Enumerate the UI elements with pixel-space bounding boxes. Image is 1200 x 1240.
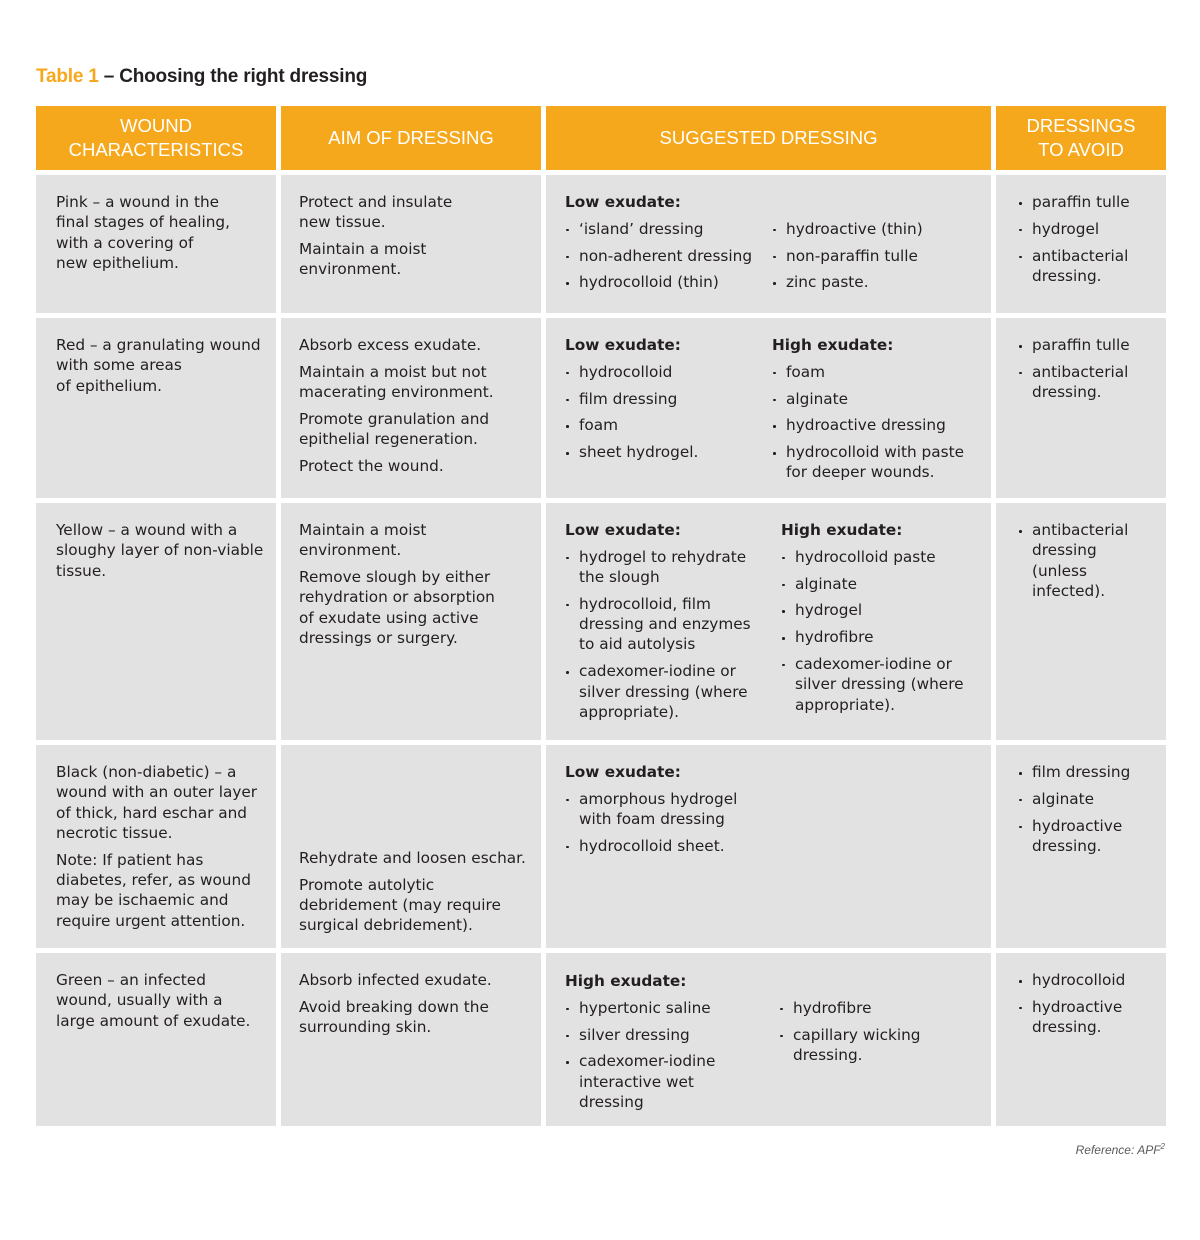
avoid-list (1018, 970, 1158, 1037)
wound-description: Black (non-diabetic) – a wound with an outer layer of thick, hard eschar and necrotic tissue. (56, 763, 258, 842)
reference-note (1076, 1142, 1165, 1157)
list-item: film dressing (1018, 762, 1158, 782)
wound-pink-cell (36, 175, 276, 313)
list-item: sheet hydrogel. (565, 442, 772, 462)
suggested-black-cell (546, 745, 991, 948)
list-item: hydroactive dressing (772, 415, 981, 435)
exudate-heading: Low exudate: (565, 193, 681, 211)
wound-yellow-cell (36, 503, 276, 740)
list-item: hydrogel (781, 600, 981, 620)
list-item: amorphous hydrogel with foam dressing (565, 789, 981, 830)
avoid-green-cell (996, 953, 1166, 1126)
aim-text: Maintain a moist environment. (299, 240, 427, 279)
avoid-list (1018, 762, 1158, 856)
aim-text: Avoid breaking down the surrounding skin. (299, 997, 489, 1037)
suggested-yellow-cell (546, 503, 991, 740)
list-item: alginate (1018, 789, 1158, 809)
list-item: hypertonic saline (565, 998, 779, 1018)
avoid-red-cell (996, 318, 1166, 498)
list-item: hydrocolloid paste (781, 547, 981, 567)
aim-black-cell (281, 745, 541, 948)
wound-red-cell (36, 318, 276, 498)
exudate-heading: High exudate: (781, 521, 903, 539)
wound-description: Red – a granulating wound with some areas of epithelium. (56, 336, 261, 395)
suggested-pink-cell (546, 175, 991, 313)
list-item: zinc paste. (772, 272, 981, 292)
wound-note: Note: If patient has diabetes, refer, as wound may be ischaemic and require urgent attention. (56, 850, 251, 930)
aim-pink-cell (281, 175, 541, 313)
list-item: hydrofibre (779, 998, 981, 1018)
header-aim-of-dressing: AIM OF DRESSING (281, 106, 541, 170)
list-item: hydrocolloid with paste for deeper wounds. (772, 442, 981, 483)
suggested-green-cell (546, 953, 991, 1126)
suggested-list-right (772, 219, 981, 299)
list-item: hydroactive dressing. (1018, 816, 1158, 857)
suggested-list-right (772, 362, 981, 483)
list-item: antibacterial dressing. (1018, 246, 1158, 287)
exudate-heading: Low exudate: (565, 336, 681, 354)
aim-text: Absorb excess exudate. (299, 336, 482, 354)
aim-text: Maintain a moist but not macerating environment. (299, 362, 494, 402)
suggested-list-left (565, 789, 981, 856)
suggested-list-left (565, 219, 772, 299)
suggested-list-right (779, 998, 981, 1119)
wound-green-cell (36, 953, 276, 1126)
list-item: capillary wicking dressing. (779, 1025, 981, 1066)
wound-description: Green – an infected wound, usually with a large amount of exudate. (56, 971, 251, 1030)
header-dressings-to-avoid: DRESSINGS TO AVOID (996, 106, 1166, 170)
list-item: hydroactive (thin) (772, 219, 981, 239)
list-item: hydrogel to rehydrate the slough (565, 547, 781, 588)
avoid-list (1018, 520, 1158, 601)
suggested-list-left (565, 547, 781, 722)
header-suggested-dressing: SUGGESTED DRESSING (546, 106, 991, 170)
avoid-yellow-cell (996, 503, 1166, 740)
list-item: alginate (772, 389, 981, 409)
avoid-black-cell (996, 745, 1166, 948)
suggested-red-cell (546, 318, 991, 498)
list-item: foam (565, 415, 772, 435)
table-number: Table 1 (36, 66, 99, 87)
suggested-list-right (781, 547, 981, 715)
list-item: cadexomer-iodine or silver dressing (where appropriate). (781, 654, 981, 715)
list-item: alginate (781, 574, 981, 594)
list-item: silver dressing (565, 1025, 779, 1045)
avoid-list (1018, 335, 1158, 402)
wound-description: Yellow – a wound with a sloughy layer of non-viable tissue. (56, 521, 264, 580)
aim-text: Promote autolytic debridement (may require surgical debridement). (299, 875, 501, 935)
list-item: hydrocolloid (thin) (565, 272, 772, 292)
list-item: hydrofibre (781, 627, 981, 647)
table-title (36, 66, 367, 88)
aim-red-cell (281, 318, 541, 498)
exudate-heading: High exudate: (772, 336, 894, 354)
list-item: non-paraffin tulle (772, 246, 981, 266)
list-item: film dressing (565, 389, 772, 409)
avoid-list (1018, 192, 1158, 286)
aim-text: Maintain a moist environment. (299, 521, 427, 560)
reference-superscript: 2 (1160, 1142, 1165, 1151)
list-item: hydroactive dressing. (1018, 997, 1158, 1038)
list-item: hydrogel (1018, 219, 1158, 239)
aim-yellow-cell (281, 503, 541, 740)
wound-black-cell (36, 745, 276, 948)
aim-text: Promote granulation and epithelial regeneration. (299, 409, 490, 449)
aim-text: Remove slough by either rehydration or absorption of exudate using active dressings or surgery. (299, 568, 495, 647)
exudate-heading: Low exudate: (565, 763, 681, 781)
table-title-text: – Choosing the right dressing (98, 66, 368, 87)
list-item: cadexomer-iodine or silver dressing (where appropriate). (565, 661, 781, 722)
aim-text: Protect the wound. (299, 456, 444, 475)
aim-text: Absorb infected exudate. (299, 971, 492, 989)
list-item: antibacterial dressing (unless infected). (1018, 520, 1158, 601)
aim-text: Rehydrate and loosen eschar. (299, 849, 526, 867)
reference-text: Reference: APF (1075, 1143, 1161, 1157)
list-item: hydrocolloid, film dressing and enzymes to aid autolysis (565, 594, 781, 655)
dressing-table (36, 106, 1166, 1126)
wound-description: Pink – a wound in the final stages of healing, with a covering of new epithelium. (56, 193, 230, 272)
exudate-heading: Low exudate: (565, 521, 681, 539)
header-wound-characteristics: WOUND CHARACTERISTICS (36, 106, 276, 170)
list-item: foam (772, 362, 981, 382)
list-item: antibacterial dressing. (1018, 362, 1158, 403)
list-item: ‘island’ dressing (565, 219, 772, 239)
aim-text: Protect and insulate new tissue. (299, 193, 453, 232)
list-item: paraffin tulle (1018, 192, 1158, 212)
suggested-list-left (565, 998, 779, 1119)
aim-green-cell (281, 953, 541, 1126)
exudate-heading: High exudate: (565, 972, 687, 990)
list-item: hydrocolloid (565, 362, 772, 382)
avoid-pink-cell (996, 175, 1166, 313)
list-item: non-adherent dressing (565, 246, 772, 266)
list-item: paraffin tulle (1018, 335, 1158, 355)
list-item: hydrocolloid sheet. (565, 836, 981, 856)
list-item: cadexomer-iodine interactive wet dressing (565, 1051, 779, 1112)
suggested-list-left (565, 362, 772, 463)
list-item: hydrocolloid (1018, 970, 1158, 990)
